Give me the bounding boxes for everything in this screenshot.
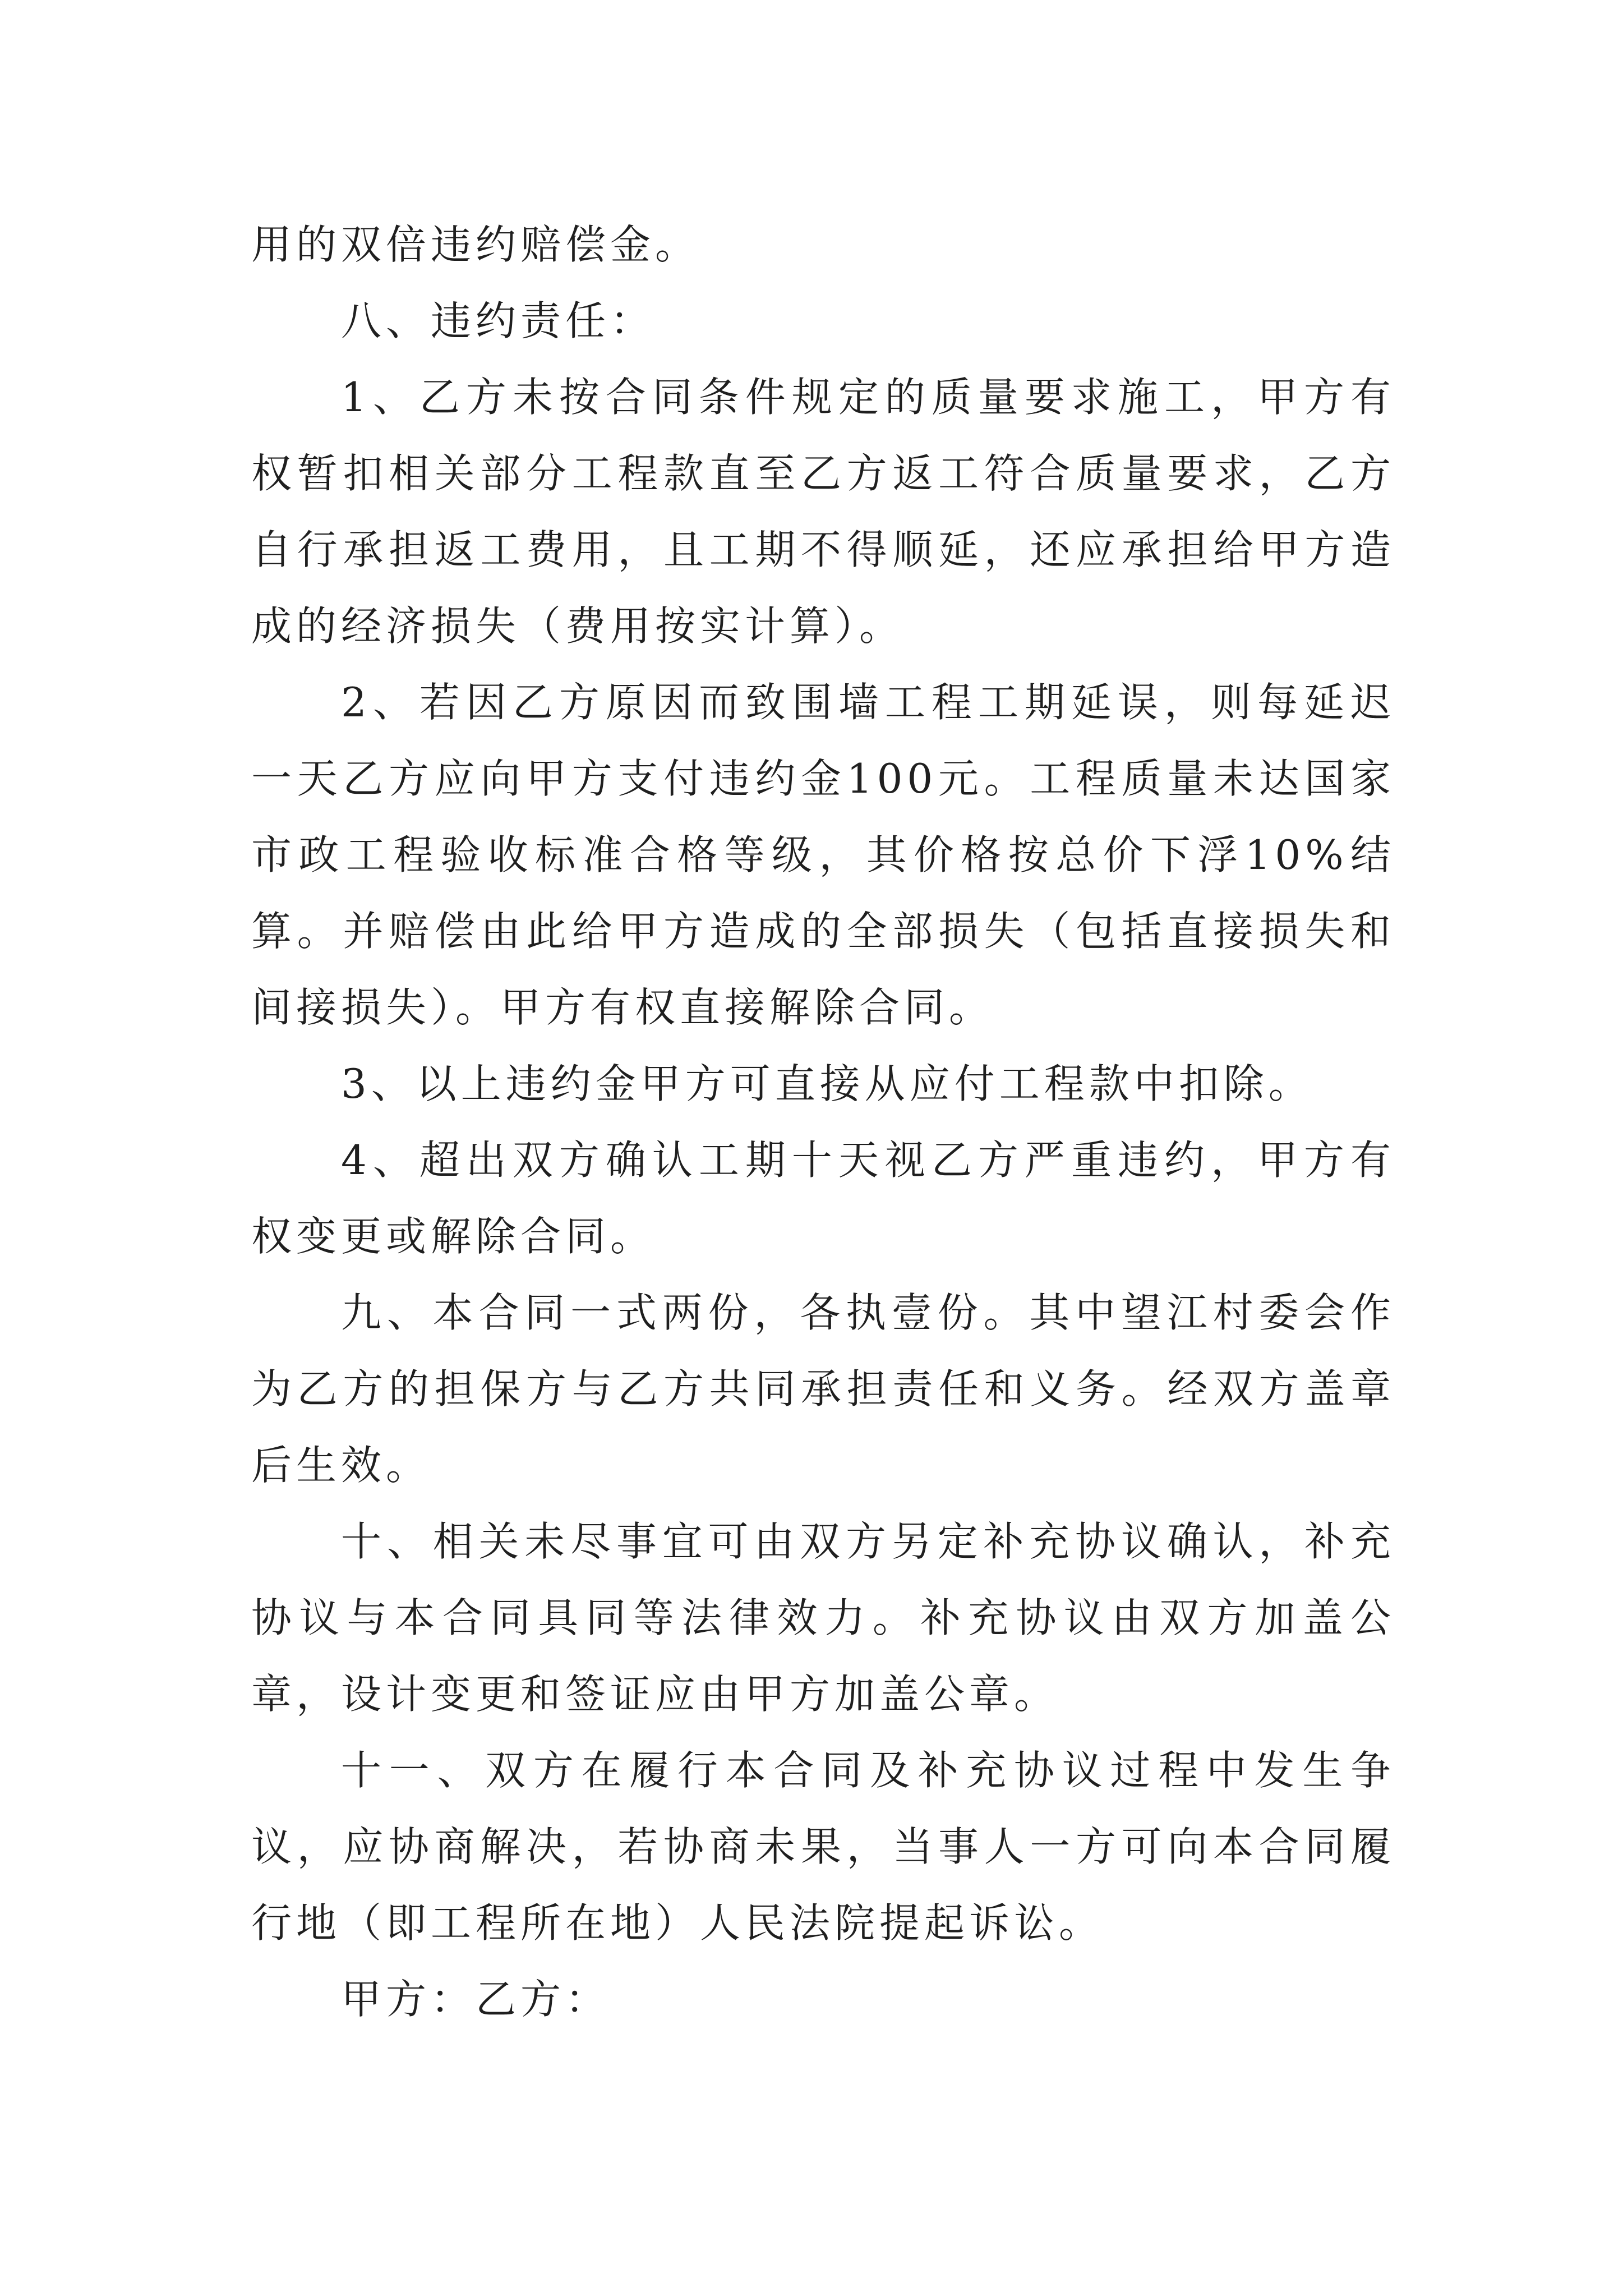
clause-item-1: 1、乙方未按合同条件规定的质量要求施工，甲方有权暂扣相关部分工程款直至乙方返工符合质量要求，乙方自行承担返工费用，且工期不得顺延，还应承担给甲方造成的经济损失（费用按实计算）。 bbox=[251, 374, 1395, 650]
clause-item-4: 4、超出双方确认工期十天视乙方严重违约，甲方有权变更或解除合同。 bbox=[251, 1137, 1395, 1260]
paragraph-continuation: 用的双倍违约赔偿金。 bbox=[251, 221, 700, 268]
section-heading-breach-liability: 八、违约责任： bbox=[341, 297, 656, 344]
signature-line: 甲方：乙方： bbox=[341, 1976, 611, 2023]
section-eleven: 十一、双方在履行本合同及补充协议过程中发生争议，应协商解决，若协商未果，当事人一方可向本合同履行地（即工程所在地）人民法院提起诉讼。 bbox=[251, 1747, 1395, 1947]
section-nine: 九、本合同一式两份，各执壹份。其中望江村委会作为乙方的担保方与乙方共同承担责任和义务。经双方盖章后生效。 bbox=[251, 1289, 1395, 1489]
clause-item-3: 3、以上违约金甲方可直接从应付工程款中扣除。 bbox=[341, 1060, 1313, 1107]
document-body bbox=[251, 206, 1395, 2037]
section-ten: 十、相关未尽事宜可由双方另定补充协议确认，补充协议与本合同具同等法律效力。补充协议由双方加盖公章，设计变更和签证应由甲方加盖公章。 bbox=[251, 1518, 1395, 1718]
clause-item-2: 2、若因乙方原因而致围墙工程工期延误，则每延迟一天乙方应向甲方支付违约金100元。工程质量未达国家市政工程验收标准合格等级，其价格按总价下浮10%结算。并赔偿由此给甲方造成的全部损失（包括直接损失和间接损失）。甲方有权直接解除合同。 bbox=[251, 679, 1395, 1031]
